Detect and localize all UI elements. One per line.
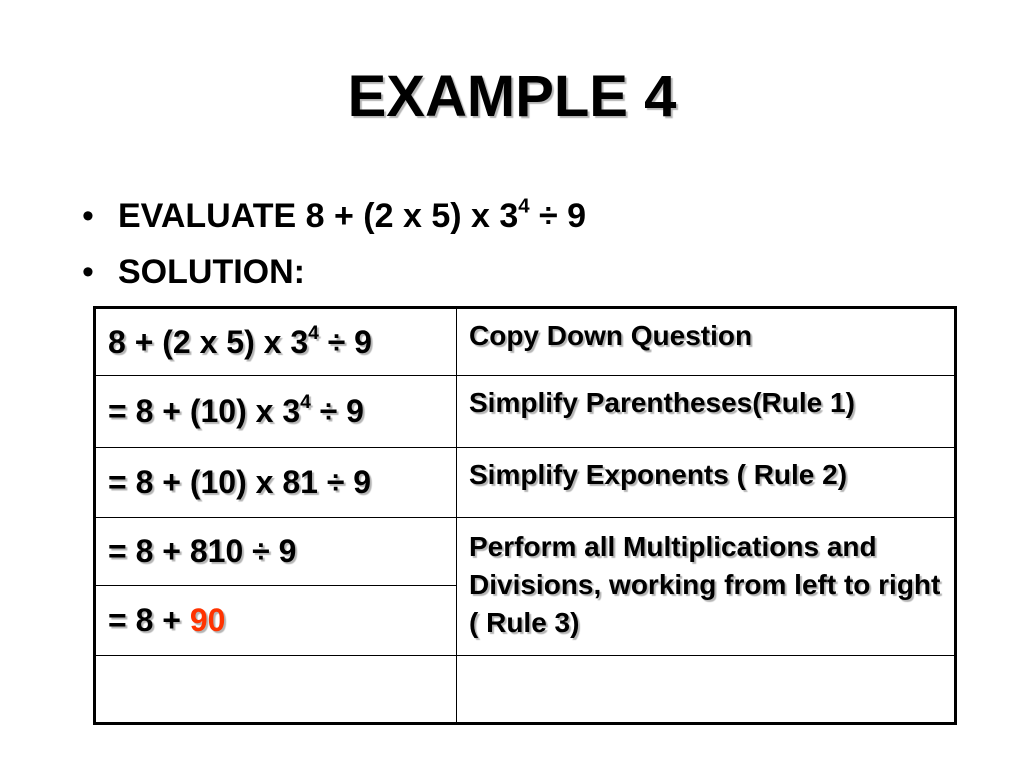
- bullet-evaluate: [82, 188, 586, 244]
- evaluate-prefix: EVALUATE 8 + (2 x 5) x 3: [118, 197, 519, 235]
- step-expression: [95, 308, 457, 376]
- bullet-list: [82, 188, 586, 300]
- slide-title: EXAMPLE 4: [347, 64, 677, 129]
- step-note: Copy Down Question: [457, 308, 956, 376]
- step-expression: [95, 586, 457, 656]
- empty-cell: [95, 656, 457, 724]
- bullet-marker: •: [82, 253, 94, 291]
- evaluate-suffix: ÷ 9: [529, 197, 587, 235]
- table-row: [95, 656, 956, 724]
- step-expression: = 8 + 810 ÷ 9: [95, 518, 457, 586]
- table-row: [95, 518, 956, 586]
- answer-highlight: 90: [189, 602, 226, 638]
- expr-prefix: 8 + (2 x 5) x 3: [108, 323, 309, 360]
- step-expression: [95, 376, 457, 448]
- solution-label: SOLUTION:: [118, 253, 305, 291]
- step-expression: = 8 + (10) x 81 ÷ 9: [95, 448, 457, 518]
- evaluate-exponent: 4: [518, 195, 530, 218]
- table-row: [95, 448, 956, 518]
- step-note: Simplify Parentheses(Rule 1): [457, 376, 956, 448]
- solution-table: [93, 306, 957, 725]
- step-note: Perform all Multiplications and Divisions, working from left to right ( Rule 3): [457, 518, 956, 656]
- expr-prefix: = 8 +: [108, 602, 190, 638]
- expr-suffix: ÷ 9: [310, 393, 364, 429]
- step-note: Simplify Exponents ( Rule 2): [457, 448, 956, 518]
- bullet-marker: •: [82, 197, 94, 235]
- table-row: [95, 308, 956, 376]
- bullet-solution: [82, 244, 586, 300]
- expr-exponent: 4: [308, 322, 319, 344]
- expr-prefix: = 8 + (10) x 3: [108, 393, 301, 429]
- expr-exponent: 4: [300, 392, 311, 414]
- expr-suffix: ÷ 9: [318, 323, 372, 360]
- table-row: [95, 376, 956, 448]
- empty-cell: [457, 656, 956, 724]
